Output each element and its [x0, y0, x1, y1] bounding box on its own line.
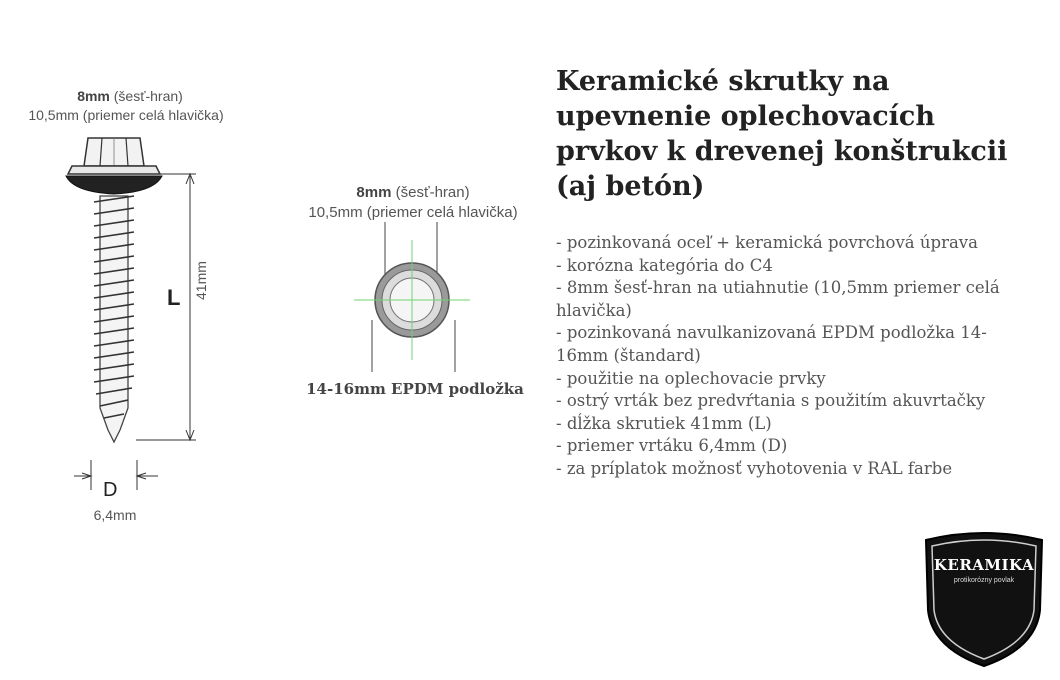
feature-item: - ostrý vrták bez predvŕtania s použitím akuvrtačky [556, 391, 986, 411]
left-washer-caption: 10,5mm (priemer celá hlavička) [28, 107, 224, 123]
feature-item: - za príplatok možnosť vyhotovenia v RAL farbe [556, 458, 953, 478]
top-screw-hex-caption [293, 183, 533, 202]
feature-item: - 8mm šesť-hran na utiahnutie (10,5mm priemer celá hlavička) [556, 278, 1000, 320]
diameter-value: 6,4mm [93, 507, 137, 523]
shield-icon [920, 530, 1048, 670]
length-letter: L [167, 285, 181, 310]
top-washer-caption: 10,5mm (priemer celá hlavička) [308, 204, 518, 221]
feature-item: - použitie na oplechovacie prvky [556, 368, 826, 388]
screw-top-view-illustration [340, 222, 490, 380]
feature-item: - korózna kategória do C4 [556, 255, 773, 275]
feature-item: - dĺžka skrutiek 41mm (L) [556, 413, 772, 433]
keramika-badge [920, 530, 1048, 670]
epdm-label: 14-16mm EPDM podložka [306, 380, 524, 398]
left-screw-hex-caption [10, 87, 250, 106]
feature-item: - pozinkovaná navulkanizovaná EPDM podložka 14-16mm (štandard) [556, 323, 987, 365]
feature-item: - pozinkovaná oceľ + keramická povrchová úprava [556, 233, 978, 252]
diameter-letter: D [103, 479, 118, 501]
left-hex-size: 8mm [77, 88, 110, 104]
top-hex-note: (šesť-hran) [395, 184, 470, 201]
badge-name: KERAMIKA [933, 556, 1035, 574]
feature-item: - priemer vrtáku 6,4mm (D) [556, 436, 788, 456]
left-hex-note: (šesť-hran) [113, 88, 183, 104]
feature-list [556, 232, 1036, 481]
screw-side-view-illustration [50, 130, 230, 500]
badge-subtitle: protikorózny povlak [953, 577, 1015, 584]
product-title: Keramické skrutky na upevnenie oplechovacích prvkov k drevenej konštrukcii (aj betón) [556, 66, 1008, 202]
length-value: 41mm [193, 261, 209, 300]
top-hex-size: 8mm [356, 184, 392, 201]
